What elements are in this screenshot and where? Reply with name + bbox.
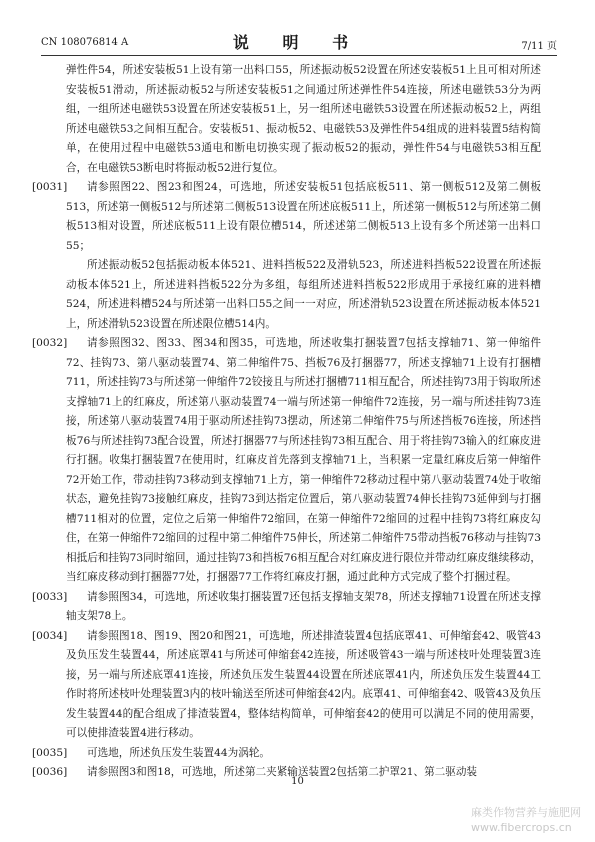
- document-body: [32, 61, 541, 783]
- paragraph-number: [0034]: [32, 629, 68, 642]
- paragraph-number: [0035]: [32, 746, 68, 759]
- watermark-url: www.fibercrops.cn: [471, 821, 572, 834]
- paragraph-text: 可选地，所述负压发生装置44为涡轮。: [87, 746, 270, 759]
- paragraph-text: 请参照图18、图19、图20和图21，可选地，所述排渣装置4包括底罩41、可伸缩套42、吸管43及负压发生装置44，所述底罩41与所述可伸缩套42连接，所述吸管43一端与所述枝叶处理装置3连接，另一端与所述底罩41连接，所述负压发生装置44设置在所述底罩41内，所述负压发生装置44工作时将所述枝叶处理装置3内的枝叶输送至所述可伸缩套42内。底罩41、可伸缩套42、吸管43及负压发生装置44的配合组成了排渣装置4，整体结构简单，可伸缩套42的使用可以满足不同的使用需要，可以使排渣装置4进行移动。: [66, 629, 541, 739]
- paragraph-text: 请参照图32、图33、图34和图35，可选地，所述收集打捆装置7包括支撑轴71、第一伸缩件72、挂钩73、第八驱动装置74、第二伸缩件75、挡板76及打捆器77，所述支撑轴71上设有打捆槽711，所述挂钩73与所述第一伸缩件72铰接且与所述打捆槽711相互配合，所述挂钩73用于钩取所述支撑轴71上的红麻皮，所述第八驱动装置74一端与所述第一伸缩件72连接，另一端与所述挂钩73连接，所述第八驱动装置74用于驱动所述挂钩73摆动，所述第二伸缩件75与所述挡板76连接，所述挡板76与所述挂钩73配合设置，所述打捆器77与所述挂钩73相互配合、用于将挂钩73输入的红麻皮进行打捆。收集打捆装置7在使用时，红麻皮首先落到支撑轴71上，当积累一定量红麻皮后第一伸缩件72开始工作，带动挂钩73移动到支撑轴71上方，第一伸缩件72移动过程中第八驱动装置74处于收缩状态，避免挂钩73接触红麻皮，挂钩73到达指定位置后，第八驱动装置74伸长挂钩73延伸到与打捆槽711相对的位置，定位之后第一伸缩件72缩回，在第一伸缩件72缩回的过程中挂钩73将红麻皮勾住，在第一伸缩件72缩回的过程中第二伸缩件75伸长，所述第二伸缩件75带动挡板76移动与挂钩73相抵后和挂钩73同时缩回，通过挂钩73和挡板76相互配合对红麻皮进行限位并带动红麻皮继续移动，当红麻皮移动到打捆器77处，打捆器77工作将红麻皮打捆，通过此种方式完成了整个打捆过程。: [66, 337, 541, 583]
- paragraph: [66, 61, 541, 178]
- page-number: 10: [291, 776, 304, 787]
- patent-number: CN 108076814 A: [41, 37, 129, 48]
- page-indicator: 7/11 页: [521, 41, 557, 52]
- paragraph-number: [0033]: [32, 590, 68, 603]
- document-title: 说 明 书: [232, 33, 363, 52]
- paragraph: [66, 256, 541, 334]
- paragraph-text: 请参照图3和图18，可选地，所述第二夹紧输送装置2包括第二护罩21、第二驱动装: [87, 766, 478, 778]
- paragraph: [32, 744, 541, 764]
- watermark-site-name: 麻类作物营养与施肥网: [471, 806, 581, 819]
- paragraph-text: 请参照图22、图23和图24，可选地，所述安装板51包括底板511、第一侧板512及第二侧板513，所述第一侧板512与所述第二侧板513设置在所述底板511上，所述第一侧板512与所述第二侧板513相对设置，所述底板511上设有限位槽514，所述述第二侧板513上设有多个所述第一出料口55；: [66, 181, 541, 252]
- paragraph: [32, 627, 541, 744]
- paragraph: [32, 178, 541, 256]
- watermark: [471, 805, 581, 835]
- paragraph-number: [0032]: [32, 337, 68, 349]
- header-divider: [41, 55, 557, 56]
- paragraph-text: 请参照图34，可选地，所述收集打捆装置7还包括支撑轴支架78，所述支撑轴71设置在所述支撑轴支架78上。: [66, 590, 541, 622]
- paragraph-text: 所述振动板52包括振动板本体521、进料挡板522及滑轨523，所述进料挡板522设置在所述振动板本体521上，所述进料挡板522分为多组，每组所述进料挡板522形成用于承接红麻的进料槽524，所述进料槽524与所述第一出料口55之间一一对应，所述滑轨523设置在所述振动板本体521上，所述滑轨523设置在所述限位槽514内。: [66, 259, 541, 330]
- page-header: [0, 0, 595, 58]
- paragraph-text: 弹性件54，所述安装板51上设有第一出料口55，所述振动板52设置在所述安装板51上且可相对所述安装板51滑动，所述振动板52与所述安装板51之间通过所述弹性件54连接，所述电磁铁53分为两组，一组所述电磁铁53设置在所述安装板51上，另一组所述电磁铁53设置在所述振动板52上，两组所述电磁铁53之间相互配合。安装板51、振动板52、电磁铁53及弹性件54组成的进料装置5结构简单，在使用过程中电磁铁53通电和断电切换实现了振动板52的振动，弹性件54与电磁铁53相互配合，在电磁铁53断电时将振动板52进行复位。: [66, 64, 541, 174]
- paragraph-number: [0031]: [32, 181, 68, 193]
- paragraph: [32, 334, 541, 588]
- paragraph: [32, 588, 541, 627]
- paragraph-number: [0036]: [32, 766, 68, 778]
